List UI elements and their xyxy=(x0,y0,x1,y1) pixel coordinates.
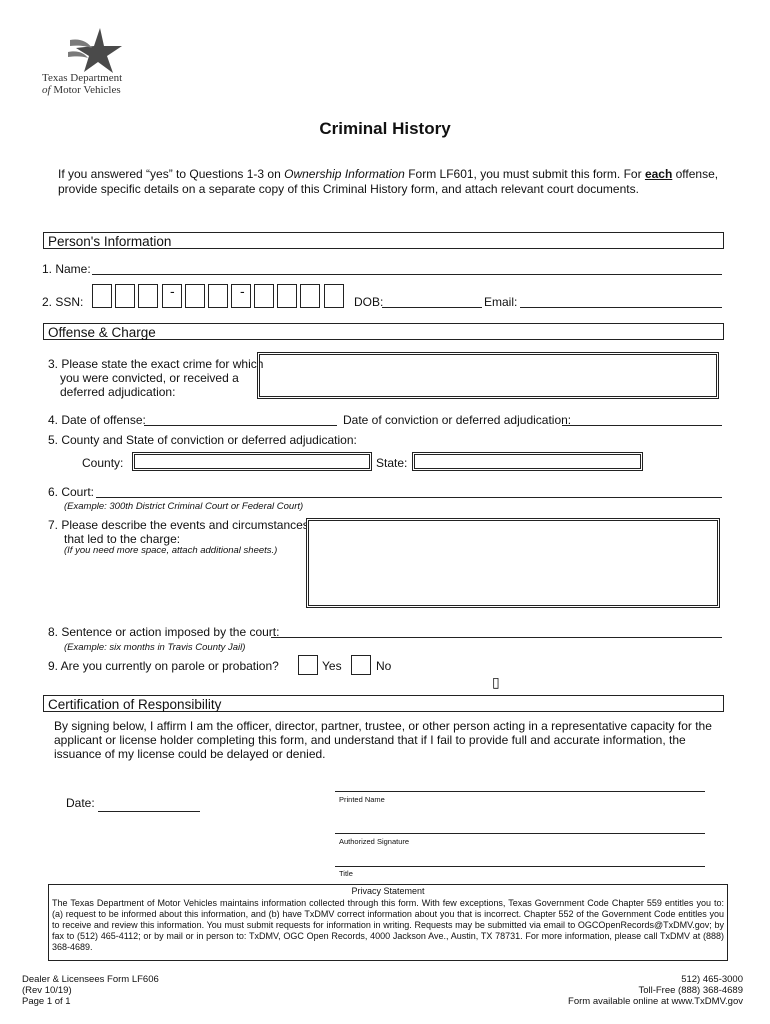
footer-tollfree: Toll-Free (888) 368-4689 xyxy=(638,985,743,996)
county-label: County: xyxy=(82,456,124,470)
q5-label: 5. County and State of conviction or deferred adjudication: xyxy=(48,433,357,447)
ssn-digit-2[interactable] xyxy=(115,284,135,308)
q8-example: (Example: six months in Travis County Jail) xyxy=(64,642,246,653)
title-label: Title xyxy=(339,869,353,878)
ssn-digit-1[interactable] xyxy=(92,284,112,308)
footer-page: Page 1 of 1 xyxy=(22,996,71,1007)
name-label: 1. Name: xyxy=(42,262,91,276)
no-label: No xyxy=(376,659,392,673)
printed-name-label: Printed Name xyxy=(339,795,385,804)
ssn-digit-8[interactable] xyxy=(254,284,274,308)
email-label: Email: xyxy=(484,295,518,309)
logo-text-line2: Motor Vehicles xyxy=(53,84,121,96)
q6-label: 6. Court: xyxy=(48,485,95,499)
certification-text: By signing below, I affirm I am the officer, director, partner, trustee, or other person acting in a representative capacity for the applicant or license holder completing this form, and understand that if I fail to provide full and accurate information, the issuance of my license could be delayed or denied. xyxy=(54,719,712,761)
dob-field[interactable] xyxy=(382,307,482,308)
ssn-digit-6[interactable] xyxy=(208,284,228,308)
ssn-digit-10[interactable] xyxy=(300,284,320,308)
ssn-dash-2: - xyxy=(240,283,245,299)
ssn-dash-1: - xyxy=(170,283,175,299)
conviction-date-field[interactable] xyxy=(562,425,722,426)
section-certification: Certification of Responsibility xyxy=(43,695,724,712)
page-title: Criminal History xyxy=(319,119,451,138)
title-line[interactable] xyxy=(335,866,705,867)
ssn-digit-11[interactable] xyxy=(324,284,344,308)
logo-text-line1: Texas Department xyxy=(42,72,123,84)
ssn-digit-9[interactable] xyxy=(277,284,297,308)
q7-events-textarea[interactable] xyxy=(306,518,720,608)
q7-prompt: 7. Please describe the events and circumstances that led to the charge: xyxy=(48,518,309,546)
q9-label: 9. Are you currently on parole or probation? xyxy=(48,659,279,673)
authorized-signature-line[interactable] xyxy=(335,833,705,834)
footer-right xyxy=(568,974,743,1007)
privacy-statement-box xyxy=(48,884,728,961)
q3-crime-textarea[interactable] xyxy=(257,352,719,399)
q3-prompt: 3. Please state the exact crime for which you were convicted, or received a deferred adjudication: xyxy=(48,357,264,399)
ssn-digit-5[interactable] xyxy=(185,284,205,308)
section-offense-charge: Offense & Charge xyxy=(43,323,724,340)
intro-paragraph: If you answered “yes” to Questions 1-3 on Ownership Information Form LF601, you must submit this form. For each offense, provide specific details on a separate copy of this Criminal History form, and attach relevant court documents. xyxy=(58,167,719,196)
section-persons-information: Person's Information xyxy=(43,232,724,249)
court-field[interactable] xyxy=(96,497,722,498)
date-of-offense-field[interactable] xyxy=(144,425,337,426)
dob-label: DOB: xyxy=(354,295,384,309)
yes-label: Yes xyxy=(322,659,342,673)
q6-example: (Example: 300th District Criminal Court or Federal Court) xyxy=(64,501,304,512)
sentence-field[interactable] xyxy=(271,637,722,638)
footer-left xyxy=(22,974,159,1007)
county-field[interactable] xyxy=(132,452,372,471)
authorized-signature-label: Authorized Signature xyxy=(339,837,410,846)
logo-text-of: of xyxy=(42,84,51,96)
star-logo-icon xyxy=(64,26,124,74)
email-field[interactable] xyxy=(520,307,722,308)
state-label: State: xyxy=(376,456,408,470)
footer-phone: 512) 465-3000 xyxy=(681,974,743,985)
q4-label: 4. Date of offense: xyxy=(48,413,146,427)
q7-note: (If you need more space, attach additional sheets.) xyxy=(64,545,278,556)
date-label: Date: xyxy=(66,796,95,810)
no-checkbox[interactable] xyxy=(351,655,371,675)
ssn-label: 2. SSN: xyxy=(42,295,84,309)
ssn-digit-3[interactable] xyxy=(138,284,158,308)
footer-rev: (Rev 10/19) xyxy=(22,985,72,996)
conviction-date-label: Date of conviction or deferred adjudication: xyxy=(343,413,572,427)
footer-online: Form available online at www.TxDMV.gov xyxy=(568,996,743,1007)
yes-checkbox[interactable] xyxy=(298,655,318,675)
name-field[interactable] xyxy=(92,274,722,275)
privacy-body: The Texas Department of Motor Vehicles maintains information collected through this form. With few exceptions, Texas Government Code Chapter 559 entitles you to: (a) request to be informed about this information, and (b) have TxDMV correct information about you that is incorrect. Chapter 552 of the Government Code entitles you to receive and review this information. You must submit requests for information in writing. Requests may be submitted via email to OGCOpenRecords@TxDMV.gov; by fax to (512) 465-4112; or by mail or in person to: TxDMV, OGC Open Records, 4000 Jackson Ave., Austin, TX 78731. For more information, please call TxDMV at (888) 368-4689. xyxy=(52,898,724,952)
txdmv-logo xyxy=(42,26,142,96)
printed-name-line[interactable] xyxy=(335,791,705,792)
stray-box-glyph: ▯ xyxy=(492,674,500,690)
date-field[interactable] xyxy=(98,811,200,812)
footer-form-name: Dealer & Licensees Form LF606 xyxy=(22,974,159,985)
q8-label: 8. Sentence or action imposed by the court: xyxy=(48,625,280,639)
state-field[interactable] xyxy=(412,452,643,471)
privacy-title: Privacy Statement xyxy=(351,886,425,896)
